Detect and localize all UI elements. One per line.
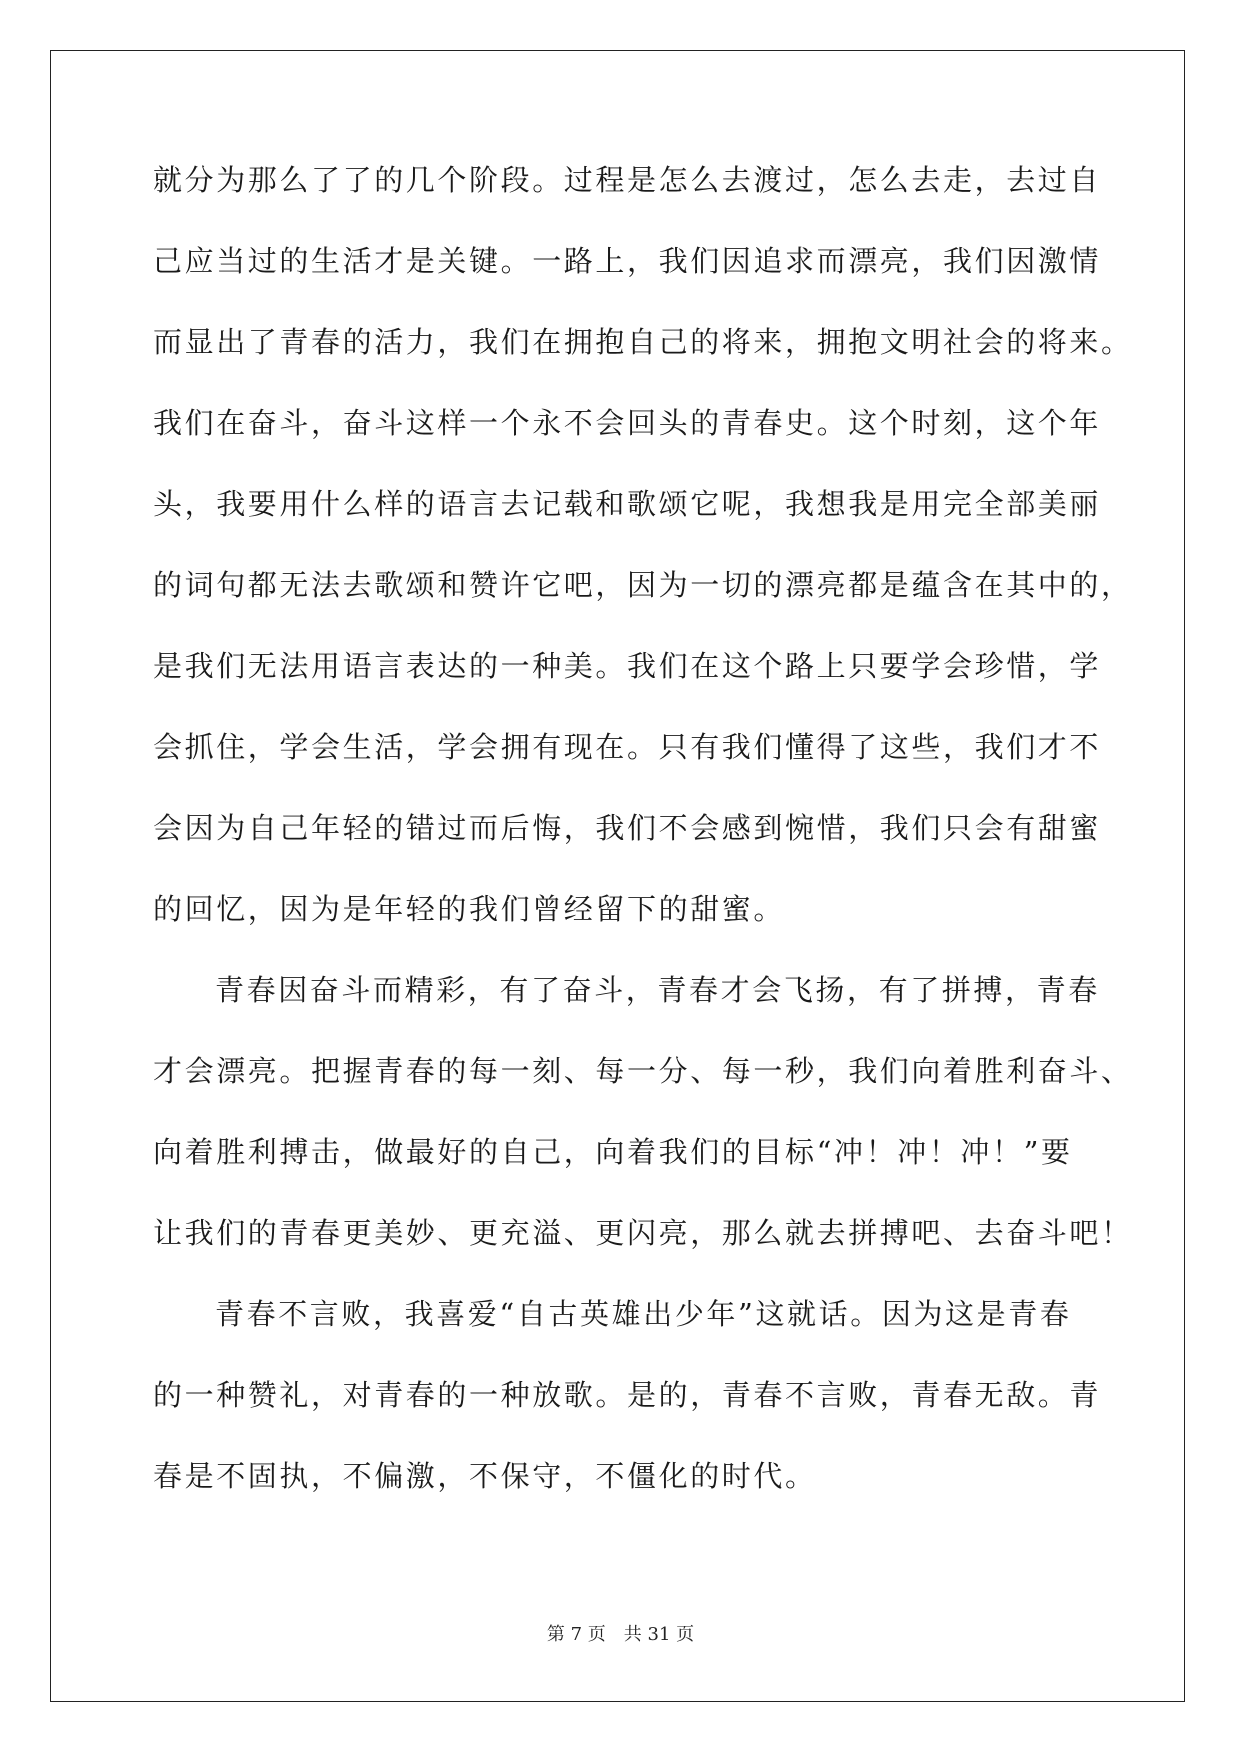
page-number-footer: 第 7 页 共 31 页 [546, 1624, 695, 1645]
text-line: 春是不固执，不偏激，不保守，不僵化的时代。 [153, 1459, 817, 1493]
text-line: 会因为自己年轻的错过而后悔，我们不会感到惋惜，我们只会有甜蜜 [153, 811, 1102, 845]
text-line: 头，我要用什么样的语言去记载和歌颂它呢，我想我是用完全部美丽 [153, 487, 1102, 521]
paragraph-first-line: 青春因奋斗而精彩，有了奋斗，青春才会飞扬，有了拼搏，青春 [215, 973, 1100, 1007]
text-line: 的一种赞礼，对青春的一种放歌。是的，青春不言败，青春无敌。青 [153, 1378, 1102, 1412]
text-line: 会抓住，学会生活，学会拥有现在。只有我们懂得了这些，我们才不 [153, 730, 1102, 764]
text-line: 让我们的青春更美妙、更充溢、更闪亮，那么就去拼搏吧、去奋斗吧！ [153, 1216, 1133, 1250]
text-line: 才会漂亮。把握青春的每一刻、每一分、每一秒，我们向着胜利奋斗、 [153, 1054, 1133, 1088]
text-line: 向着胜利搏击，做最好的自己，向着我们的目标“冲！冲！冲！”要 [153, 1135, 1073, 1169]
document-body [153, 150, 1133, 1527]
text-line: 我们在奋斗，奋斗这样一个永不会回头的青春史。这个时刻，这个年 [153, 406, 1102, 440]
text-line: 而显出了青春的活力，我们在拥抱自己的将来，拥抱文明社会的将来。 [153, 325, 1133, 359]
text-line: 是我们无法用语言表达的一种美。我们在这个路上只要学会珍惜，学 [153, 649, 1102, 683]
text-line: 的回忆，因为是年轻的我们曾经留下的甜蜜。 [153, 892, 786, 926]
text-line: 的词句都无法去歌颂和赞许它吧，因为一切的漂亮都是蕴含在其中的， [153, 568, 1133, 602]
text-line: 就分为那么了了的几个阶段。过程是怎么去渡过，怎么去走，去过自 [153, 163, 1102, 197]
text-line: 己应当过的生活才是关键。一路上，我们因追求而漂亮，我们因激情 [153, 244, 1102, 278]
paragraph-first-line: 青春不言败，我喜爱“自古英雄出少年”这就话。因为这是青春 [215, 1297, 1072, 1331]
